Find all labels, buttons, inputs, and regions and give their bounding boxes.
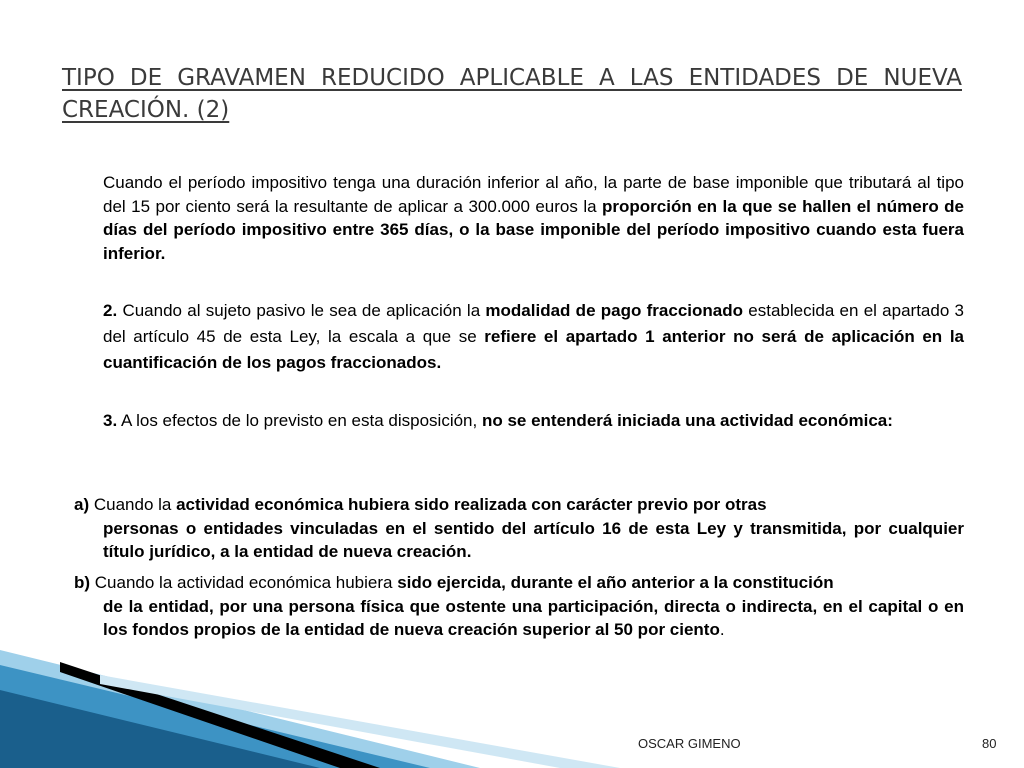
pb-text-2: . — [719, 620, 725, 639]
pb-bold-2: de la entidad, por una persona física que ostente una participación, directa o indirecta, en el capital o en los fondos propios de la entidad de nueva creación superior al 50 por ciento — [103, 596, 964, 639]
p2-text-2: establecida en el apartado 3 del artículo 45 de esta Ley, la escala a que se — [103, 301, 965, 346]
pb-first-line — [74, 571, 964, 595]
pa-label: a) — [74, 495, 90, 514]
pb-bold-1: sido ejercida, durante el año anterior a la constitución — [397, 573, 834, 592]
pa-first-line — [74, 493, 964, 517]
pb-label: b) — [74, 573, 91, 592]
p2-bold-1: modalidad de pago fraccionado — [485, 301, 744, 320]
pb-text: Cuando la actividad económica hubiera — [90, 573, 398, 592]
p3-number: 3. — [103, 411, 118, 430]
p1-text: Cuando el período impositivo tenga una duración inferior al año, la parte de base imponible que tributará al tipo del 15 por ciento será la resultante de aplicar a 300.000 euros la — [103, 173, 964, 216]
paragraph-b — [74, 571, 964, 642]
p2-bold-2: refiere el apartado 1 anterior no será de aplicación en la cuantificación de los pagos fraccionados. — [103, 327, 964, 372]
slide-title: TIPO DE GRAVAMEN REDUCIDO APLICABLE A LAS ENTIDADES DE NUEVA CREACIÓN. (2) — [62, 65, 962, 123]
pa-text: Cuando la — [89, 495, 177, 514]
pb-rest — [74, 595, 964, 642]
p2-number: 2. — [103, 301, 118, 320]
paragraph-2 — [103, 298, 964, 376]
p3-text: A los efectos de lo previsto en esta disposición, — [117, 411, 482, 430]
pa-bold-2: personas o entidades vinculadas en el sentido del artículo 16 de esta Ley y transmitida, por cualquier título jurídico, a la entidad de nueva creación. — [103, 518, 964, 561]
paragraph-3 — [103, 408, 964, 434]
paragraph-1 — [103, 171, 964, 265]
paragraph-a — [74, 493, 964, 564]
p1-bold: proporción en la que se hallen el número de días del período impositivo entre 365 días, o la base imponible del período impositivo cuando esta fuera inferior. — [103, 196, 964, 263]
p2-text-1: Cuando al sujeto pasivo le sea de aplicación la — [117, 301, 486, 320]
footer-author: OSCAR GIMENO — [638, 736, 741, 751]
p3-bold: no se entenderá iniciada una actividad económica: — [481, 411, 893, 430]
page-number: 80 — [982, 736, 997, 751]
pa-bold-1: actividad económica hubiera sido realizada con carácter previo por otras — [176, 495, 767, 514]
